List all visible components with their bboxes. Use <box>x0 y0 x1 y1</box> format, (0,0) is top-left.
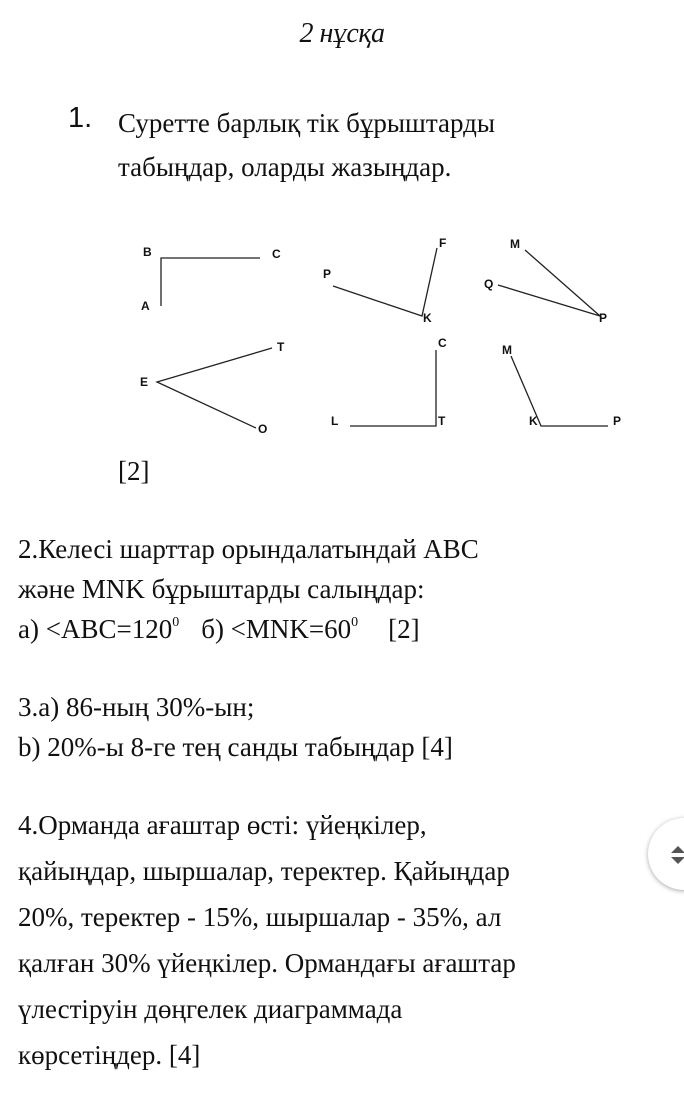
chevron-up-down-icon <box>670 844 684 866</box>
label-c: C <box>438 336 447 350</box>
question-2-part-b: б) <MNK=60 <box>201 614 352 644</box>
question-2-line-2: және MNK бұрыштарды салыңдар: <box>18 574 425 604</box>
question-4-line-3: 20%, теректер - 15%, шыршалар - 35%, ал <box>18 902 502 932</box>
page-title: 2 нұсқа <box>299 18 385 49</box>
label-k: K <box>529 414 538 428</box>
label-p: P <box>599 311 608 325</box>
label-p: P <box>613 414 622 428</box>
degree-a: 0 <box>172 615 180 630</box>
angles-figure <box>120 228 640 448</box>
label-l: L <box>331 414 339 428</box>
angle-mpq-lines <box>498 250 600 316</box>
label-m: M <box>502 343 512 357</box>
angle-ltc-lines <box>350 350 436 426</box>
label-t: T <box>438 414 446 428</box>
label-k: K <box>423 311 432 325</box>
question-2-score: [2] <box>388 614 420 644</box>
question-2-part-a: а) <ABC=120 <box>18 614 173 644</box>
label-a: A <box>141 299 150 313</box>
label-p: P <box>323 267 332 281</box>
angle-teo-lines <box>157 348 272 428</box>
angle-abc-lines <box>161 258 260 306</box>
label-q: Q <box>484 277 494 291</box>
label-b: B <box>143 245 152 259</box>
question-4-line-5: үлестіруін дөңгелек диаграммада <box>18 994 403 1024</box>
label-o: O <box>258 422 268 436</box>
label-m: M <box>510 237 520 251</box>
angle-pkf-lines <box>333 248 437 316</box>
label-f: F <box>439 236 447 250</box>
question-2-line-1: 2.Келесі шарттар орындалатындай ABC <box>18 534 479 564</box>
angle-mkp-lines <box>511 356 608 426</box>
degree-b: 0 <box>351 615 359 630</box>
question-4-line-6: көрсетіңдер. [4] <box>18 1040 201 1070</box>
label-c: C <box>272 247 281 261</box>
question-4-line-1: 4.Орманда ағаштар өсті: үйеңкілер, <box>18 810 427 840</box>
label-e: E <box>140 375 149 389</box>
question-1-line-2: табыңдар, оларды жазыңдар. <box>118 152 452 182</box>
question-4-line-4: қалған 30% үйеңкілер. Ормандағы ағаштар <box>18 948 516 978</box>
question-1-line-1: Суретте барлық тік бұрыштарды <box>118 108 495 138</box>
question-4-line-2: қайыңдар, шыршалар, теректер. Қайыңдар <box>18 856 510 886</box>
question-3-line-2: b) 20%-ы 8-ге тең санды табыңдар [4] <box>18 732 453 762</box>
question-3-line-1: 3.а) 86-ның 30%-ын; <box>18 692 255 722</box>
question-1-number: 1. <box>68 102 93 134</box>
question-2-line-3 <box>18 614 420 645</box>
label-t: T <box>277 340 285 354</box>
question-1-score: [2] <box>118 456 150 486</box>
scroll-button[interactable] <box>648 818 684 890</box>
